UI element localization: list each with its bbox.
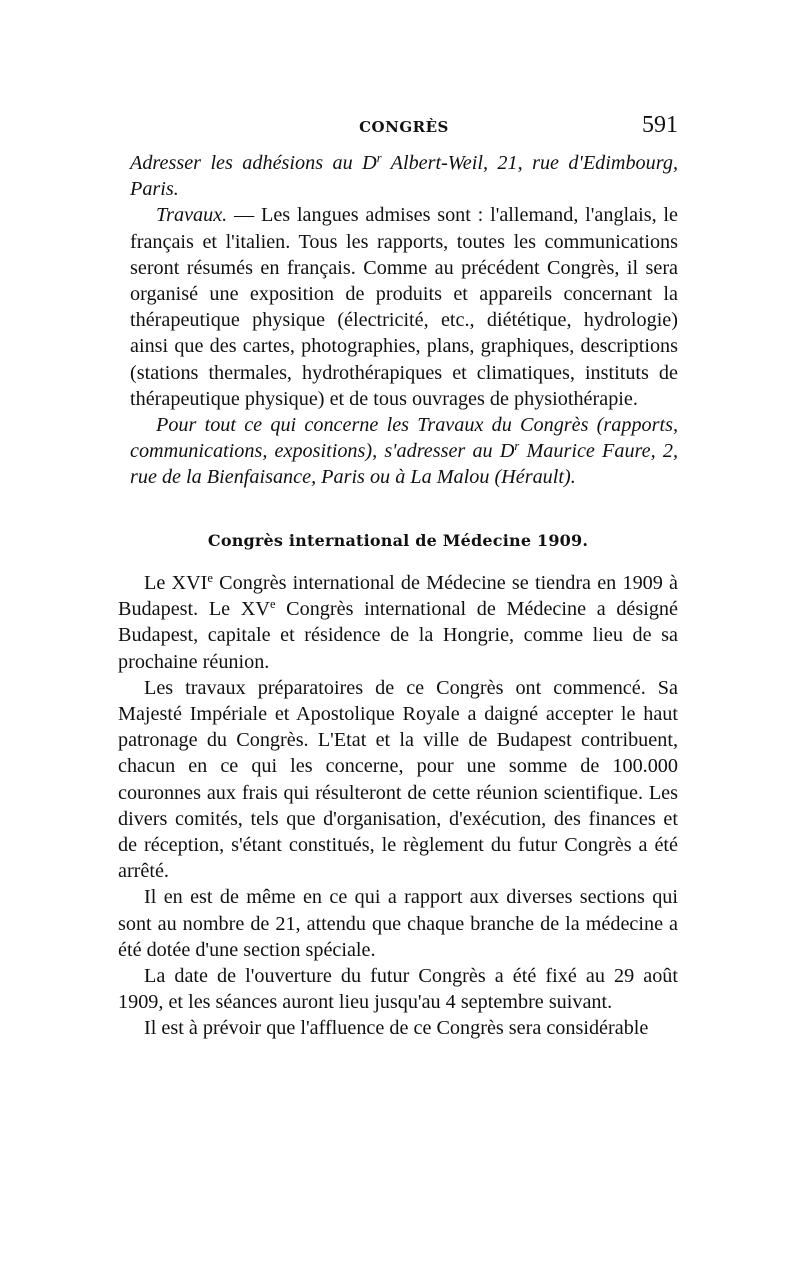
running-title: CONGRÈS (359, 118, 449, 136)
travaux-label: Travaux. (156, 204, 228, 227)
contact-paragraph: Pour tout ce qui concerne les Travaux du Congrès (rapports, communications, expositions), s'adresser au $D^r$ Maurice Faure, 2, rue de la Bienfaisance, Paris ou à La Malou (Hérault). (130, 414, 678, 489)
running-head (130, 112, 678, 142)
paragraph-3: Il en est de même en ce qui a rapport aux diverses sections qui sont au nombre de 21, attendu que chaque branche de la médecine a été dotée d'une section spéciale. (118, 886, 678, 961)
medicine-congress-block (118, 570, 678, 1042)
paragraph-5: Il est à prévoir que l'affluence de ce Congrès sera considérable (144, 1017, 649, 1040)
congress-info-block (130, 150, 678, 491)
travaux-paragraph: Travaux. — Les langues admises sont : l'allemand, l'anglais, le français et l'italien. Tous les rapports, toutes les communications seront résumés en français. Comme au précédent Congrès, il sera organisé une exposition de produits et appareils concernant la thérapeutique physique (électricité, etc., diététique, hydrologie) ainsi que des cartes, photographies, plans, graphiques, descriptions (stations thermales, hydrothérapiques et climatiques, instituts de thérapeutique physique) et de tous ouvrages de physiothérapie. (130, 204, 678, 410)
section-heading: Congrès international de Médecine 1909. (207, 531, 589, 550)
adhesions-paragraph: Adresser les adhésions au $D^r$ Albert-Weil, 21, rue d'Edimbourg, Paris. (130, 151, 678, 201)
page-number: 591 (642, 112, 678, 138)
paragraph-1: Le XVIe Congrès international de Médecine se tiendra en 1909 à Budapest. Le XVe Congrès international de Médecine a désigné Budapest, capitale et résidence de la Hongrie, comme lieu de sa prochaine réunion. (118, 571, 679, 673)
paragraph-2: Les travaux préparatoires de ce Congrès ont commencé. Sa Majesté Impériale et Apostolique Royale a daigné accepter le haut patronage du Congrès. L'Etat et la ville de Budapest contribuent, chacun en ce qui les concerne, pour une somme de 100.000 couronnes aux frais qui résulteront de cette réunion scientifique. Les divers comités, tels que d'organisation, d'exécution, des finances et de réception, s'étant constitués, le règlement du futur Congrès a été arrêté. (118, 676, 678, 883)
paragraph-4: La date de l'ouverture du futur Congrès a été fixé au 29 août 1909, et les séances auront lieu jusqu'au 4 septembre suivant. (118, 965, 678, 1014)
